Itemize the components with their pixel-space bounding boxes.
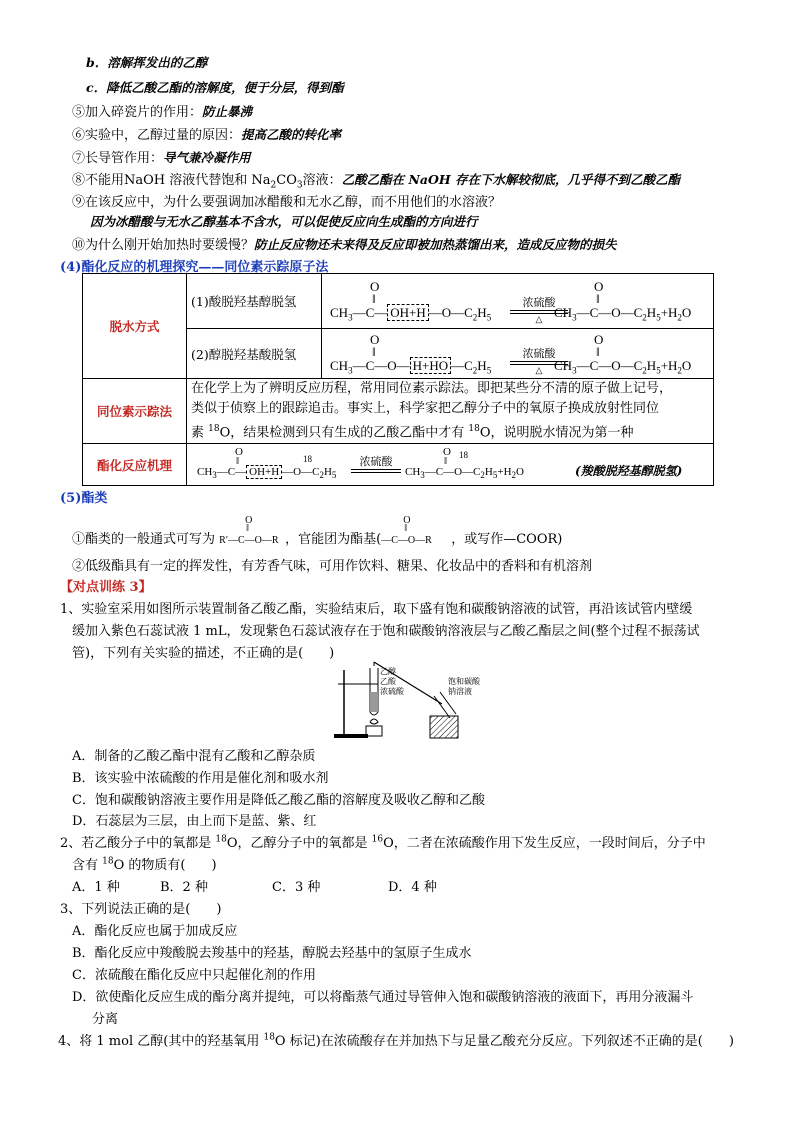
fig-label-na2co3-1: 饱和碳酸: [448, 677, 480, 686]
q3-option-b[interactable]: B．酯化反应中羧酸脱去羧基中的羟基，醇脱去羟基中的氢原子生成水: [72, 946, 472, 961]
answer-c: c．降低乙酸乙酯的溶解度，便于分层，得到酯: [86, 80, 344, 95]
esters-l1b: ，官能团为酯基(: [285, 532, 382, 547]
isotope-label-2: 18: [459, 449, 468, 460]
esters-l1c: ，或写作—COOR): [451, 532, 563, 547]
q1-option-c[interactable]: C．饱和碳酸钠溶液主要作用是降低乙酸乙酯的溶解度及吸收乙醇和乙酸: [72, 793, 485, 808]
row-1a-formula: O ‖ $CH_3—C—$ OH+H $—O—C_2H_5$ 浓硫酸 △ O ‖ $CH_3—C—O—C_2H_5+H_2O$: [322, 274, 714, 329]
q2-l2b: O 的物质有( ): [113, 858, 217, 873]
practice-title: 【对点训练 3】: [60, 580, 152, 595]
item-8-label-b: CO: [276, 173, 297, 188]
esters-line-1: [72, 515, 563, 547]
row-1b-label: (2)醇脱羟基酸脱氢: [187, 329, 322, 379]
mechanism-table: [82, 273, 714, 486]
q2-l1a: 2、若乙酸分子中的氧都是: [60, 836, 216, 851]
section-4-title: (4)酯化反应的机理探究——同位素示踪原子法: [60, 260, 329, 275]
section-5-title: (5)酯类: [60, 491, 108, 506]
q1-line3: 管)，下列有关实验的描述，不正确的是( ): [72, 646, 335, 661]
item-8: ⑧不能用NaOH 溶液代替饱和 $Na_2CO_3$溶液：乙酸乙酯在 NaOH 存在下水解较彻底，几乎得不到乙酸乙酯: [72, 172, 681, 191]
q2-line2: [72, 854, 217, 873]
row-2-text: [187, 379, 714, 444]
answer-b: b．溶解挥发出的乙醇: [86, 55, 208, 70]
row-head-dehydration: 脱水方式: [83, 274, 187, 379]
catalyst-label-2: 浓硫酸: [522, 347, 556, 360]
q2-option-a[interactable]: A．1 种: [72, 880, 120, 895]
q1-line2: 缓加入紫色石蕊试液 1 mL，发现紫色石蕊试液存在于饱和碳酸钠溶液层与乙酸乙酯层之间(整个过程不振荡试: [72, 624, 700, 639]
isotope-mass: 18: [468, 424, 480, 434]
item-10-label: ⑩为什么刚开始加热时要缓慢？: [72, 238, 255, 253]
q1-option-d[interactable]: D．石蕊层为三层，由上而下是蓝、紫、红: [72, 814, 317, 829]
item-7-answer: 导气兼冷凝作用: [163, 150, 251, 165]
fig-label-ethanol: 乙醇: [380, 667, 396, 676]
q1-option-a[interactable]: A．制备的乙酸乙酯中混有乙酸和乙醇杂质: [72, 749, 316, 764]
q3-option-d-cont: 分离: [92, 1012, 119, 1027]
q3-option-d[interactable]: D．欲使酯化反应生成的酯分离并提纯，可以将酯蒸气通过导管伸入饱和碳酸钠溶液的液面下，再用分液漏斗: [72, 990, 694, 1005]
row-head-mechanism: 酯化反应机理: [83, 444, 187, 486]
q4-l1b: O 标记)在浓硫酸存在并加热下与足量乙酸充分反应。下列叙述不正确的是( ): [274, 1034, 734, 1049]
isotope-18-c: 18: [263, 1032, 275, 1043]
item-9-answer: 因为冰醋酸与无水乙醇基本不含水，可以促使反应向生成酯的方向进行: [90, 214, 478, 229]
q2-l1b: O，乙醇分子中的氧都是: [226, 836, 372, 851]
item-6: [72, 124, 341, 143]
q1-option-b[interactable]: B．该实验中浓硫酸的作用是催化剂和吸水剂: [72, 771, 329, 786]
row-2-line3c: O，说明脱水情况为第一种: [479, 425, 634, 441]
row-2-line3a: 素: [191, 425, 209, 441]
catalyst-label-3: 浓硫酸: [359, 455, 393, 468]
q4-l1a: 4、将 1 mol 乙醇(其中的羟基氧用: [58, 1034, 264, 1049]
row-2-line2: 类似于侦察上的跟踪追击。事实上，科学家把乙醇分子中的氧原子换成放射性同位: [191, 401, 660, 416]
isotope-mass: 18: [208, 424, 220, 434]
esters-l1a: ①酯类的一般通式可写为: [72, 532, 216, 547]
q2-line1: [60, 832, 706, 851]
row-1b-formula: O ‖ $CH_3—C—O—$ H+HO $—C_2H_5$ 浓硫酸 △ O ‖ $CH_3—C—O—C_2H_5+H_2O$: [322, 329, 714, 379]
row-2-line3b: O，结果检测到只有生成的乙酸乙酯中才有: [219, 425, 469, 441]
apparatus-figure: [330, 660, 500, 740]
isotope-label: 18: [303, 453, 312, 464]
item-9-label: ⑨在该反应中，为什么要强调加冰醋酸和无水乙醇，而不用他们的水溶液？: [72, 195, 502, 210]
item-5: [72, 101, 252, 120]
ester-general-formula: O ‖ R′—C—O—R: [219, 515, 279, 546]
item-8-answer: 乙酸乙酯在 NaOH 存在下水解较彻底，几乎得不到乙酸乙酯: [341, 172, 681, 187]
isotope-18-b: 18: [102, 856, 114, 867]
item-10: [72, 234, 617, 253]
row-head-isotope: 同位素示踪法: [83, 379, 187, 444]
q2-option-b[interactable]: B．2 种: [160, 880, 208, 895]
item-5-label: ⑤加入碎瓷片的作用：: [72, 105, 203, 120]
catalyst-label: 浓硫酸: [522, 297, 556, 309]
q2-option-c[interactable]: C．3 种: [272, 880, 321, 895]
isotope-18: 18: [215, 834, 227, 845]
q3-line1: 3、下列说法正确的是( ): [60, 902, 222, 917]
q3-option-a[interactable]: A．酯化反应也属于加成反应: [72, 924, 238, 939]
item-6-label: ⑥实验中，乙醇过量的原因：: [72, 128, 242, 143]
item-7: [72, 147, 251, 166]
q3-option-c[interactable]: C．浓硫酸在酯化反应中只起催化剂的作用: [72, 968, 316, 983]
isotope-16: 16: [371, 834, 384, 845]
item-5-answer: 防止暴沸: [202, 104, 253, 119]
item-6-answer: 提高乙酸的转化率: [241, 127, 342, 142]
q2-l2a: 含有: [72, 858, 103, 873]
row-3-formula: O ‖ $CH_3—C—$ OH+H $—O—C_2H_5$ 18 浓硫酸 O ‖ 18 $CH_3—C—O—C_2H_5+H_2O$ (羧酸脱羟基醇脱氢): [187, 444, 714, 486]
row-1a-label: (1)酸脱羟基醇脱氢: [187, 274, 322, 329]
ester-group-formula: O ‖ —C—O—R: [381, 515, 432, 546]
fig-label-sulfuric: 浓硫酸: [380, 687, 404, 696]
q2-option-d[interactable]: D．4 种: [388, 880, 437, 895]
q1-line1: 1、实验室采用如图所示装置制备乙酸乙酯，实验结束后，取下盛有饱和碳酸钠溶液的试管，再沿该试管内壁缓: [60, 602, 693, 617]
esters-line-2: ②低级酯具有一定的挥发性，有芳香气味，可用作饮料、糖果、化妆品中的香料和有机溶剂: [72, 559, 593, 574]
row-2-line1: 在化学上为了辨明反应历程，常用同位素示踪法。即把某些分不清的原子做上记号，: [191, 381, 673, 396]
q4-line1: [58, 1030, 734, 1049]
fig-label-acetic: 乙酸: [380, 677, 396, 686]
item-10-answer: 防止反应物还未来得及反应即被加热蒸馏出来，造成反应物的损失: [254, 237, 617, 252]
q2-l1c: O，二者在浓硫酸作用下发生反应，一段时间后，分子中: [383, 836, 706, 851]
fig-label-na2co3-2: 钠溶液: [448, 687, 472, 696]
item-7-label: ⑦长导管作用：: [72, 151, 164, 166]
item-8-label-c: 溶液：: [302, 173, 342, 188]
item-8-label-a: ⑧不能用NaOH 溶液代替饱和 Na: [72, 173, 271, 188]
row-3-note: (羧酸脱羟基醇脱氢): [575, 463, 683, 478]
